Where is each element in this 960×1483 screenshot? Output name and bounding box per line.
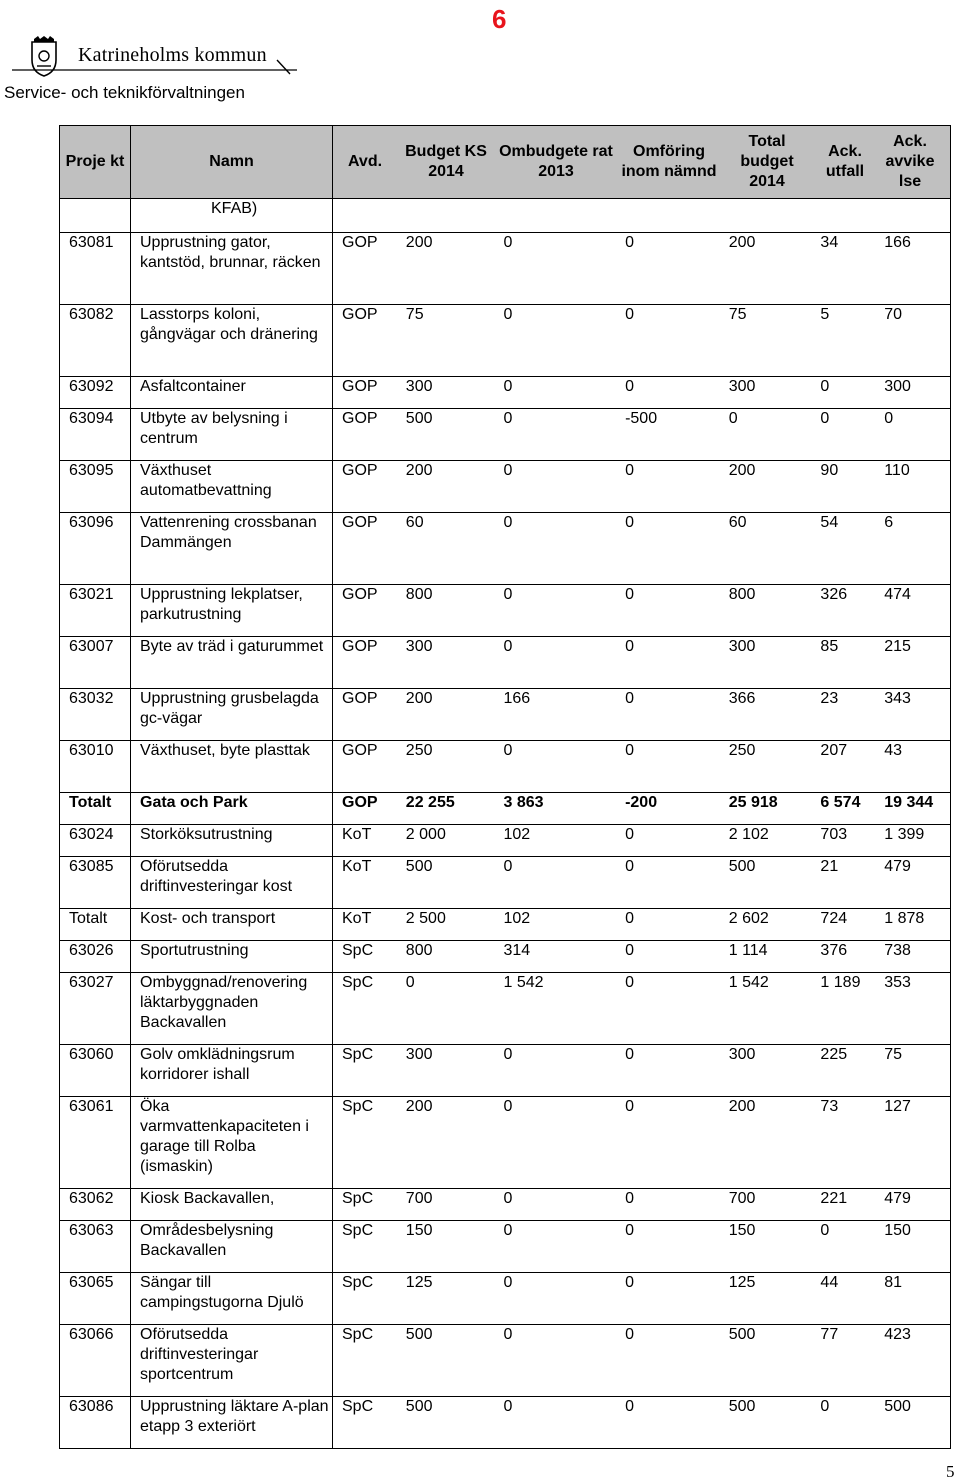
investment-table (59, 125, 951, 1449)
row-budget: 150 (405, 1222, 433, 1239)
row-avd: GOP (342, 514, 378, 531)
row-total: 1 114 (728, 942, 768, 959)
row-ombudgeterat: 0 (503, 462, 513, 479)
row-omforing: 0 (625, 514, 634, 531)
row-values (333, 1221, 951, 1273)
row-omforing: 0 (625, 826, 634, 843)
row-ack-avvikelse: 738 (884, 942, 911, 959)
row-total: 500 (728, 1398, 756, 1415)
row-ombudgeterat: 3 863 (503, 794, 544, 811)
row-ack-avvikelse: 150 (884, 1222, 911, 1239)
row-omforing: 0 (625, 306, 634, 323)
table-row (60, 199, 951, 233)
row-values (333, 1189, 951, 1221)
table-row (60, 1325, 951, 1397)
row-name: Oförutsedda driftinvesteringar kost (131, 857, 333, 909)
row-ack-avvikelse: 300 (884, 378, 911, 395)
row-name: Golv omklädningsrum korridorer ishall (131, 1045, 333, 1097)
row-avd: SpC (342, 1222, 374, 1239)
header-omforing: Omföring inom nämnd (621, 143, 717, 180)
row-ack-utfall: 90 (820, 462, 839, 479)
table-row (60, 741, 951, 793)
row-budget: 700 (405, 1190, 433, 1207)
row-total: 60 (728, 514, 747, 531)
row-ack-utfall: 225 (820, 1046, 848, 1063)
row-name: Upprustning grusbelagda gc-vägar (131, 689, 333, 741)
row-ombudgeterat: 0 (503, 1098, 513, 1115)
department-name: Service- och teknikförvaltningen (4, 83, 245, 102)
row-total: 500 (728, 1326, 756, 1343)
row-total: 700 (728, 1190, 756, 1207)
row-ack-avvikelse: 70 (884, 306, 903, 323)
row-project-id: 63095 (60, 461, 131, 513)
row-name: KFAB) (131, 199, 333, 233)
row-values (333, 941, 951, 973)
table-row (60, 909, 951, 941)
row-name: Upprustning läktare A-plan etapp 3 exteriört (131, 1397, 333, 1449)
row-omforing: 0 (625, 1222, 634, 1239)
row-project-id: 63092 (60, 377, 131, 409)
row-omforing: 0 (625, 858, 634, 875)
row-project-id: 63024 (60, 825, 131, 857)
row-omforing: 0 (625, 1190, 634, 1207)
row-ack-avvikelse: 0 (884, 410, 894, 427)
row-ombudgeterat: 0 (503, 1326, 513, 1343)
table-row (60, 1045, 951, 1097)
row-ack-utfall: 326 (820, 586, 848, 603)
row-name: Lasstorps koloni, gångvägar och dränering (131, 305, 333, 377)
row-avd: SpC (342, 1098, 374, 1115)
row-total: 125 (728, 1274, 756, 1291)
row-total: 366 (728, 690, 756, 707)
row-total: 250 (728, 742, 756, 759)
row-project-id (60, 199, 131, 233)
row-ack-utfall: 0 (820, 410, 830, 427)
table-row (60, 1097, 951, 1189)
row-ack-avvikelse: 479 (884, 858, 911, 875)
row-ombudgeterat: 0 (503, 742, 513, 759)
row-project-id: 63062 (60, 1189, 131, 1221)
row-ack-avvikelse: 127 (884, 1098, 911, 1115)
row-ack-utfall: 85 (820, 638, 839, 655)
row-ombudgeterat: 0 (503, 410, 513, 427)
page-number-top: 6 (492, 4, 507, 34)
row-values (333, 973, 951, 1045)
row-avd: GOP (342, 306, 378, 323)
row-ombudgeterat: 1 542 (503, 974, 544, 991)
row-project-id: 63094 (60, 409, 131, 461)
header-projekt: Proje kt (60, 126, 131, 199)
table-row (60, 689, 951, 741)
row-ombudgeterat: 0 (503, 1222, 513, 1239)
row-project-id: 63096 (60, 513, 131, 585)
row-project-id: 63081 (60, 233, 131, 305)
row-name: Växthuset automatbevattning (131, 461, 333, 513)
row-ack-utfall: 1 189 (820, 974, 861, 991)
row-ombudgeterat: 314 (503, 942, 531, 959)
row-name: Områdesbelysning Backavallen (131, 1221, 333, 1273)
row-project-id: 63026 (60, 941, 131, 973)
row-project-id: 63032 (60, 689, 131, 741)
row-ombudgeterat: 166 (503, 690, 531, 707)
row-total: 200 (728, 1098, 756, 1115)
row-budget: 200 (405, 690, 433, 707)
row-project-id: 63085 (60, 857, 131, 909)
header-budget: Budget KS 2014 (405, 143, 487, 180)
table-body (60, 199, 951, 1449)
row-total: 500 (728, 858, 756, 875)
row-ack-utfall: 21 (820, 858, 839, 875)
row-project-id: Totalt (60, 793, 131, 825)
row-ack-utfall: 207 (820, 742, 848, 759)
row-ombudgeterat: 0 (503, 514, 513, 531)
row-budget: 0 (405, 974, 415, 991)
row-total: 800 (728, 586, 756, 603)
row-omforing: 0 (625, 586, 634, 603)
row-omforing: 0 (625, 234, 634, 251)
row-total: 300 (728, 1046, 756, 1063)
row-name: Asfaltcontainer (131, 377, 333, 409)
row-omforing: 0 (625, 1098, 634, 1115)
row-values (333, 585, 951, 637)
row-values (333, 199, 951, 233)
row-budget: 22 255 (405, 794, 455, 811)
row-project-id: 63086 (60, 1397, 131, 1449)
row-values (333, 1325, 951, 1397)
row-name: Upprustning lekplatser, parkutrustning (131, 585, 333, 637)
row-project-id: 63066 (60, 1325, 131, 1397)
row-ack-avvikelse: 75 (884, 1046, 903, 1063)
table-row (60, 1273, 951, 1325)
row-avd: SpC (342, 1326, 374, 1343)
row-avd: GOP (342, 378, 378, 395)
row-budget: 200 (405, 234, 433, 251)
row-ack-avvikelse: 215 (884, 638, 911, 655)
header-ombudgeterat: Ombudgete rat 2013 (499, 143, 613, 180)
row-budget: 200 (405, 1098, 433, 1115)
row-ack-avvikelse: 423 (884, 1326, 911, 1343)
row-total: 200 (728, 462, 756, 479)
row-name: Ombyggnad/renovering läktarbyggnaden Backavallen (131, 973, 333, 1045)
row-project-id: 63010 (60, 741, 131, 793)
row-ack-avvikelse: 343 (884, 690, 911, 707)
row-total: 300 (728, 638, 756, 655)
row-budget: 2 500 (405, 910, 446, 927)
row-avd: KoT (342, 858, 372, 875)
table-row (60, 941, 951, 973)
table-row (60, 377, 951, 409)
page-number-bottom: 5 (946, 1462, 955, 1481)
row-ack-avvikelse: 353 (884, 974, 911, 991)
row-ack-utfall: 0 (820, 1398, 830, 1415)
row-ack-utfall: 54 (820, 514, 839, 531)
row-ack-avvikelse: 43 (884, 742, 903, 759)
row-budget: 2 000 (405, 826, 446, 843)
row-ack-utfall: 23 (820, 690, 839, 707)
row-project-id: 63060 (60, 1045, 131, 1097)
row-omforing: 0 (625, 910, 634, 927)
row-budget: 300 (405, 1046, 433, 1063)
row-ack-avvikelse: 474 (884, 586, 911, 603)
row-name: Storköksutrustning (131, 825, 333, 857)
row-total: 2 602 (728, 910, 769, 927)
row-values (333, 305, 951, 377)
row-ack-avvikelse: 479 (884, 1190, 911, 1207)
header-ack-avvikelse: Ack. avvike lse (885, 133, 935, 190)
row-ombudgeterat: 0 (503, 234, 513, 251)
row-total: 150 (728, 1222, 756, 1239)
row-ack-utfall: 77 (820, 1326, 839, 1343)
row-omforing: 0 (625, 942, 634, 959)
row-ack-utfall: 724 (820, 910, 848, 927)
row-ombudgeterat: 0 (503, 1190, 513, 1207)
row-avd: SpC (342, 942, 374, 959)
row-ack-utfall: 221 (820, 1190, 848, 1207)
row-total: 25 918 (728, 794, 778, 811)
row-name: Gata och Park (131, 793, 333, 825)
row-ack-avvikelse: 81 (884, 1274, 903, 1291)
row-total: 200 (728, 234, 756, 251)
row-values (333, 1097, 951, 1189)
row-budget: 800 (405, 942, 433, 959)
row-omforing: 0 (625, 1326, 634, 1343)
header-values-group (333, 126, 951, 199)
row-ombudgeterat: 0 (503, 378, 513, 395)
row-ack-avvikelse: 166 (884, 234, 911, 251)
row-budget: 250 (405, 742, 433, 759)
row-budget: 500 (405, 858, 433, 875)
row-ack-utfall: 5 (820, 306, 830, 323)
row-ack-utfall: 44 (820, 1274, 839, 1291)
row-avd: GOP (342, 742, 378, 759)
row-avd: SpC (342, 974, 374, 991)
row-omforing: 0 (625, 1398, 634, 1415)
row-project-id: 63061 (60, 1097, 131, 1189)
row-avd: SpC (342, 1274, 374, 1291)
row-total: 300 (728, 378, 756, 395)
row-name: Vattenrening crossbanan Dammängen (131, 513, 333, 585)
row-ack-avvikelse: 1 399 (884, 826, 925, 843)
header-total: Total budget 2014 (740, 133, 794, 190)
row-avd: GOP (342, 410, 378, 427)
row-ack-utfall: 703 (820, 826, 848, 843)
row-budget: 500 (405, 1398, 433, 1415)
row-avd: GOP (342, 462, 378, 479)
table-row (60, 233, 951, 305)
row-total: 75 (728, 306, 747, 323)
row-ack-avvikelse: 1 878 (884, 910, 925, 927)
row-values (333, 1045, 951, 1097)
header-ack-utfall: Ack. utfall (825, 143, 865, 180)
row-values (333, 513, 951, 585)
row-omforing: 0 (625, 690, 634, 707)
row-ack-avvikelse: 500 (884, 1398, 911, 1415)
row-values (333, 825, 951, 857)
row-ack-utfall: 376 (820, 942, 848, 959)
row-budget: 300 (405, 638, 433, 655)
table-row (60, 825, 951, 857)
row-values (333, 909, 951, 941)
row-total: 1 542 (728, 974, 769, 991)
row-avd: GOP (342, 638, 378, 655)
table-row (60, 1221, 951, 1273)
row-values (333, 741, 951, 793)
row-omforing: 0 (625, 1274, 634, 1291)
table-row (60, 857, 951, 909)
row-values (333, 1273, 951, 1325)
row-omforing: 0 (625, 742, 634, 759)
row-name: Växthuset, byte plasttak (131, 741, 333, 793)
row-budget: 75 (405, 306, 424, 323)
table-row (60, 637, 951, 689)
row-values (333, 793, 951, 825)
row-omforing: 0 (625, 638, 634, 655)
row-avd: SpC (342, 1190, 374, 1207)
row-budget: 200 (405, 462, 433, 479)
row-project-id: 63082 (60, 305, 131, 377)
row-values (333, 409, 951, 461)
row-ombudgeterat: 0 (503, 638, 513, 655)
row-name: Kiosk Backavallen, (131, 1189, 333, 1221)
row-avd: GOP (342, 586, 378, 603)
table-row (60, 305, 951, 377)
row-ombudgeterat: 0 (503, 1274, 513, 1291)
row-name: Utbyte av belysning i centrum (131, 409, 333, 461)
row-ack-avvikelse: 6 (884, 514, 894, 531)
row-name: Oförutsedda driftinvesteringar sportcentrum (131, 1325, 333, 1397)
row-project-id: 63027 (60, 973, 131, 1045)
row-avd: SpC (342, 1398, 374, 1415)
table-row (60, 1189, 951, 1221)
table-row (60, 513, 951, 585)
row-name: Upprustning gator, kantstöd, brunnar, räcken (131, 233, 333, 305)
row-ombudgeterat: 102 (503, 910, 531, 927)
row-omforing: 0 (625, 378, 634, 395)
table-row (60, 793, 951, 825)
row-project-id: 63007 (60, 637, 131, 689)
row-ack-utfall: 6 574 (820, 794, 861, 811)
header-avd: Avd. (347, 153, 383, 170)
row-name: Öka varmvattenkapaciteten i garage till Rolba (ismaskin) (131, 1097, 333, 1189)
row-values (333, 689, 951, 741)
row-values (333, 1397, 951, 1449)
row-project-id: 63021 (60, 585, 131, 637)
row-values (333, 857, 951, 909)
row-name: Sängar till campingstugorna Djulö (131, 1273, 333, 1325)
row-budget: 125 (405, 1274, 433, 1291)
row-values (333, 461, 951, 513)
row-values (333, 233, 951, 305)
table-row (60, 585, 951, 637)
row-ombudgeterat: 0 (503, 858, 513, 875)
row-ombudgeterat: 102 (503, 826, 531, 843)
row-ack-utfall: 73 (820, 1098, 839, 1115)
row-values (333, 637, 951, 689)
row-ack-utfall: 0 (820, 378, 830, 395)
row-name: Kost- och transport (131, 909, 333, 941)
row-ombudgeterat: 0 (503, 1046, 513, 1063)
table-row (60, 973, 951, 1045)
header-namn: Namn (131, 126, 333, 199)
row-budget: 800 (405, 586, 433, 603)
row-project-id: 63065 (60, 1273, 131, 1325)
row-total: 2 102 (728, 826, 769, 843)
row-avd: KoT (342, 910, 372, 927)
row-budget: 300 (405, 378, 433, 395)
row-omforing: 0 (625, 1046, 634, 1063)
row-name: Sportutrustning (131, 941, 333, 973)
row-name: Byte av träd i gaturummet (131, 637, 333, 689)
row-ombudgeterat: 0 (503, 306, 513, 323)
row-budget: 500 (405, 410, 433, 427)
row-ack-avvikelse: 19 344 (884, 794, 934, 811)
table-row (60, 461, 951, 513)
row-avd: GOP (342, 234, 378, 251)
table-row (60, 409, 951, 461)
row-ack-avvikelse: 110 (884, 462, 910, 479)
row-omforing: -200 (625, 794, 658, 811)
row-avd: GOP (342, 794, 378, 811)
row-ack-utfall: 0 (820, 1222, 830, 1239)
row-ack-utfall: 34 (820, 234, 839, 251)
row-total: 0 (728, 410, 738, 427)
row-budget: 500 (405, 1326, 433, 1343)
row-ombudgeterat: 0 (503, 586, 513, 603)
row-ombudgeterat: 0 (503, 1398, 513, 1415)
row-omforing: -500 (625, 410, 658, 427)
row-omforing: 0 (625, 462, 634, 479)
row-omforing: 0 (625, 974, 634, 991)
row-budget: 60 (405, 514, 424, 531)
logo-text: Katrineholms kommun (78, 44, 267, 66)
row-project-id: 63063 (60, 1221, 131, 1273)
table-row (60, 1397, 951, 1449)
row-avd: GOP (342, 690, 378, 707)
row-avd: SpC (342, 1046, 374, 1063)
row-avd: KoT (342, 826, 372, 843)
row-values (333, 377, 951, 409)
row-project-id: Totalt (60, 909, 131, 941)
